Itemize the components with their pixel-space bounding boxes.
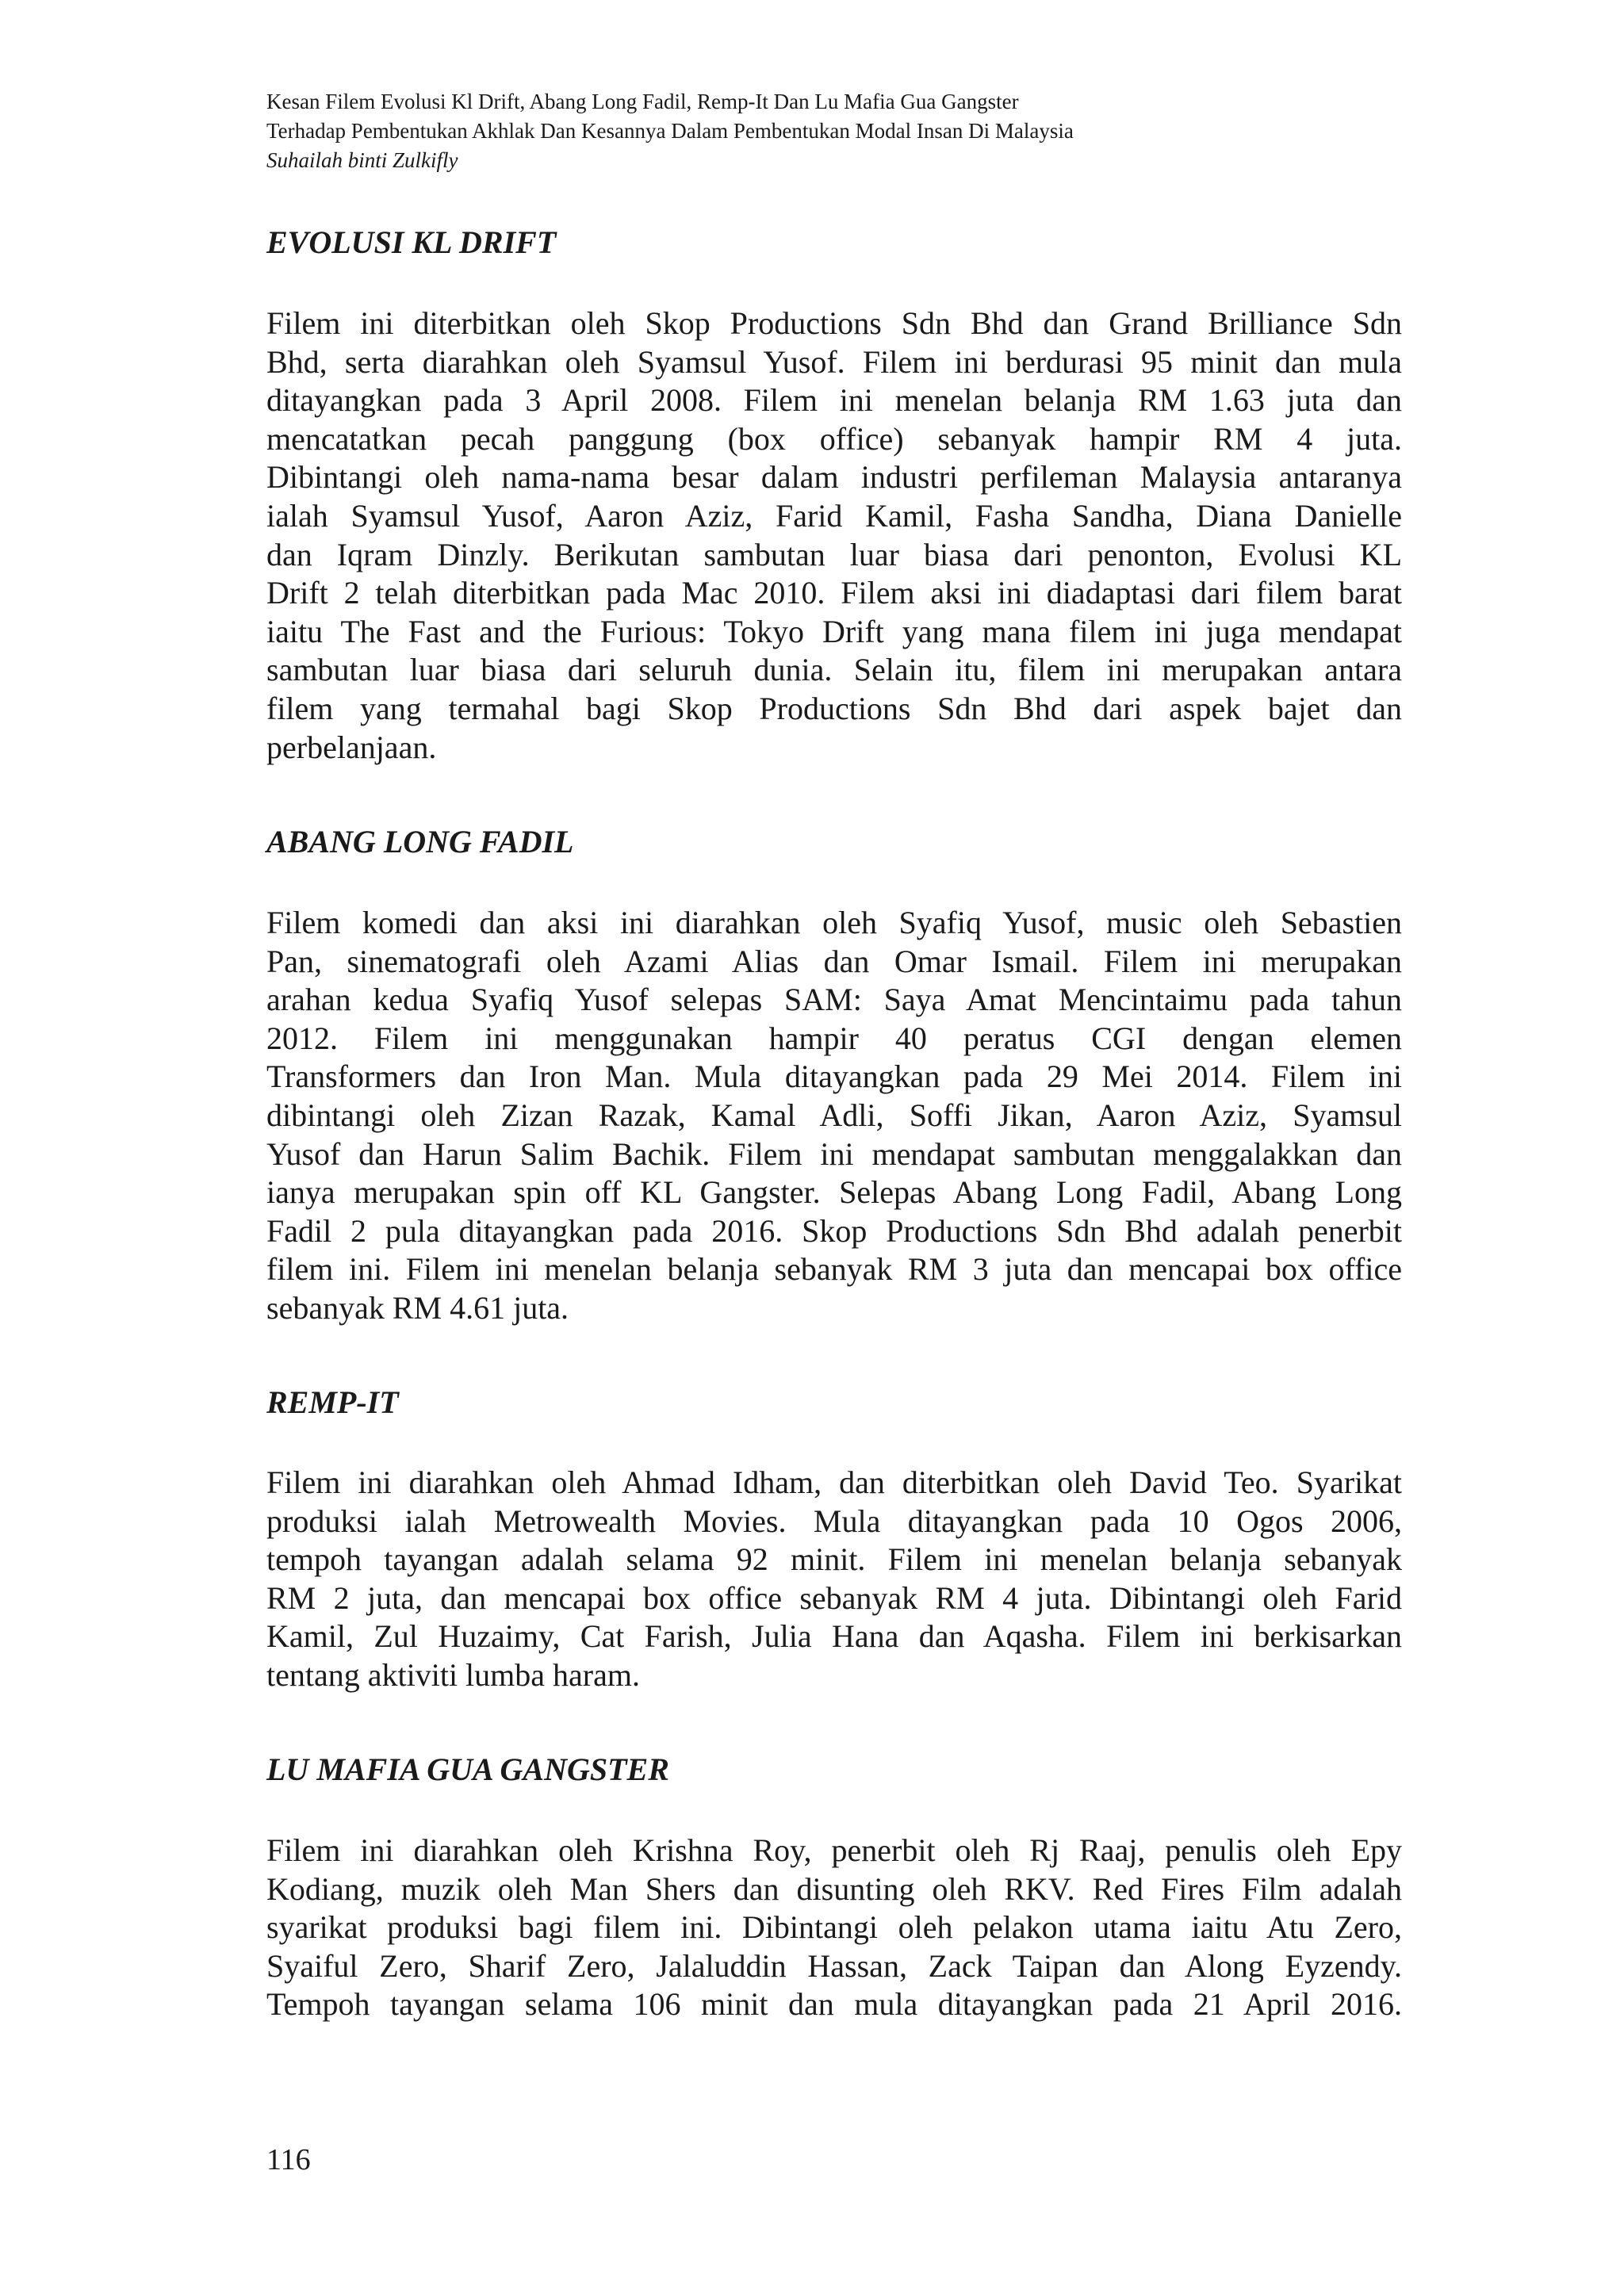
body-line: arahan kedua Syafiq Yusof selepas SAM: Saya Amat Mencintaimu pada tahun	[266, 982, 1402, 1018]
body-line: Pan, sinematografi oleh Azami Alias dan Omar Ismail. Filem ini merupakan	[266, 943, 1402, 979]
body-line: dibintangi oleh Zizan Razak, Kamal Adli, Soffi Jikan, Aaron Aziz, Syamsul	[266, 1097, 1402, 1133]
body-line: filem yang termahal bagi Skop Productions Sdn Bhd dari aspek bajet dan	[266, 690, 1402, 726]
section-title-lu-mafia-gua-gangster: LU MAFIA GUA GANGSTER	[266, 1751, 669, 1787]
header-title-line-1: Kesan Filem Evolusi Kl Drift, Abang Long Fadil, Remp-It Dan Lu Mafia Gua Gangster	[266, 90, 1019, 113]
body-line: Filem ini diterbitkan oleh Skop Productions Sdn Bhd dan Grand Brilliance Sdn	[266, 305, 1402, 341]
body-line: mencatatkan pecah panggung (box office) sebanyak hampir RM 4 juta.	[266, 420, 1402, 457]
section-body-evolusi-kl-drift	[266, 304, 1402, 767]
body-line: Fadil 2 pula ditayangkan pada 2016. Skop Productions Sdn Bhd adalah penerbit	[266, 1212, 1402, 1249]
body-line: tempoh tayangan adalah selama 92 minit. Filem ini menelan belanja sebanyak	[266, 1541, 1402, 1578]
section-body-abang-long-fadil	[266, 904, 1402, 1328]
header-title-line-2: Terhadap Pembentukan Akhlak Dan Kesannya Dalam Pembentukan Modal Insan Di Malaysia	[266, 119, 1074, 143]
body-line: dan Iqram Dinzly. Berikutan sambutan luar biasa dari penonton, Evolusi KL	[266, 536, 1402, 572]
body-line: Drift 2 telah diterbitkan pada Mac 2010. Filem aksi ini diadaptasi dari filem barat	[266, 575, 1402, 611]
body-line: ditayangkan pada 3 April 2008. Filem ini menelan belanja RM 1.63 juta dan	[266, 382, 1402, 419]
body-line: filem ini. Filem ini menelan belanja sebanyak RM 3 juta dan mencapai box office	[266, 1251, 1402, 1288]
body-line: Bhd, serta diarahkan oleh Syamsul Yusof. Filem ini berdurasi 95 minit dan mula	[266, 343, 1402, 380]
body-line: ialah Syamsul Yusof, Aaron Aziz, Farid Kamil, Fasha Sandha, Diana Danielle	[266, 497, 1402, 534]
body-line: Filem ini diarahkan oleh Krishna Roy, penerbit oleh Rj Raaj, penulis oleh Epy	[266, 1832, 1402, 1868]
body-line: ianya merupakan spin off KL Gangster. Selepas Abang Long Fadil, Abang Long	[266, 1174, 1402, 1211]
section-title-evolusi-kl-drift: EVOLUSI KL DRIFT	[266, 224, 557, 260]
section-body-remp-it	[266, 1464, 1402, 1695]
body-line: Dibintangi oleh nama-nama besar dalam industri perfileman Malaysia antaranya	[266, 459, 1402, 496]
body-line: perbelanjaan.	[266, 729, 437, 765]
body-line: 2012. Filem ini menggunakan hampir 40 peratus CGI dengan elemen	[266, 1020, 1402, 1056]
body-line: sambutan luar biasa dari seluruh dunia. Selain itu, filem ini merupakan antara	[266, 652, 1402, 688]
body-line: produksi ialah Metrowealth Movies. Mula ditayangkan pada 10 Ogos 2006,	[266, 1503, 1402, 1539]
body-line: sebanyak RM 4.61 juta.	[266, 1289, 569, 1326]
body-line: Transformers dan Iron Man. Mula ditayangkan pada 29 Mei 2014. Filem ini	[266, 1058, 1402, 1095]
body-line: Syaiful Zero, Sharif Zero, Jalaluddin Hassan, Zack Taipan dan Along Eyzendy.	[266, 1947, 1402, 1984]
section-title-abang-long-fadil: ABANG LONG FADIL	[266, 824, 574, 859]
body-line: Tempoh tayangan selama 106 minit dan mula ditayangkan pada 21 April 2016.	[266, 1986, 1402, 2023]
body-line: iaitu The Fast and the Furious: Tokyo Drift yang mana filem ini juga mendapat	[266, 613, 1402, 649]
document-page	[266, 0, 1402, 2293]
page-number: 116	[266, 2143, 311, 2176]
body-line: Yusof dan Harun Salim Bachik. Filem ini mendapat sambutan menggalakkan dan	[266, 1135, 1402, 1172]
body-line: tentang aktiviti lumba haram.	[266, 1656, 640, 1693]
body-line: syarikat produksi bagi filem ini. Dibintangi oleh pelakon utama iaitu Atu Zero,	[266, 1909, 1402, 1946]
body-line: Filem komedi dan aksi ini diarahkan oleh Syafiq Yusof, music oleh Sebastien	[266, 905, 1402, 940]
section-body-lu-mafia-gua-gangster	[266, 1832, 1402, 2024]
body-line: RM 2 juta, dan mencapai box office sebanyak RM 4 juta. Dibintangi oleh Farid	[266, 1579, 1402, 1616]
header-author: Suhailah binti Zulkifly	[266, 148, 458, 172]
body-line: Filem ini diarahkan oleh Ahmad Idham, dan diterbitkan oleh David Teo. Syarikat	[266, 1464, 1402, 1500]
body-line: Kodiang, muzik oleh Man Shers dan disunting oleh RKV. Red Fires Film adalah	[266, 1870, 1402, 1907]
body-line: Kamil, Zul Huzaimy, Cat Farish, Julia Hana dan Aqasha. Filem ini berkisarkan	[266, 1618, 1402, 1655]
running-header	[266, 87, 1402, 175]
section-title-remp-it: REMP-IT	[266, 1384, 399, 1420]
